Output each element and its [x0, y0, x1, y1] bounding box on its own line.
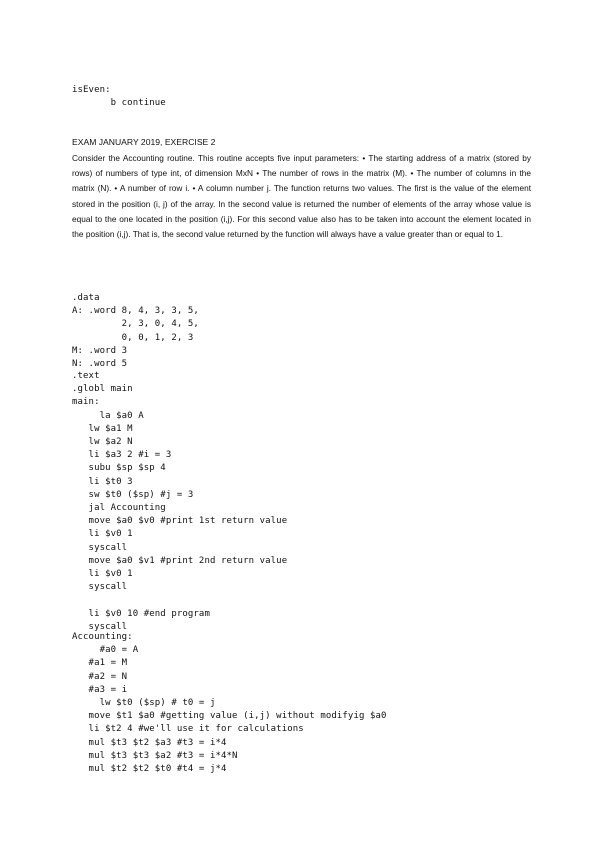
code-line: mul $t3 $t2 $a3 #t3 = i*4	[72, 737, 227, 748]
code-line: .globl main	[72, 384, 133, 395]
code-block-iseven	[72, 84, 166, 110]
code-line: li $v0 10 #end program	[72, 608, 210, 619]
code-line: #a3 = i	[72, 684, 128, 695]
code-line: Accounting:	[72, 632, 133, 642]
code-line: 2, 3, 0, 4, 5,	[72, 319, 199, 330]
code-line: mul $t3 $t3 $a2 #t3 = i*4*N	[72, 750, 238, 761]
code-line: #a2 = N	[72, 671, 128, 682]
code-line: li $a3 2 #i = 3	[72, 450, 172, 461]
code-line: isEven:	[72, 85, 111, 95]
code-line: mul $t2 $t2 $t0 #t4 = j*4	[72, 764, 227, 775]
code-line: 0, 0, 1, 2, 3	[72, 332, 194, 343]
code-line: move $a0 $v0 #print 1st return value	[72, 516, 288, 527]
code-line	[72, 594, 287, 607]
code-line: M: .word 3	[72, 345, 128, 356]
code-line: #a0 = A	[72, 645, 139, 656]
code-line: lw $a1 M	[72, 423, 133, 434]
code-line: li $v0 1	[72, 569, 133, 580]
code-line: lw $a2 N	[72, 437, 133, 448]
code-line: li $t2 4 #we'll use it for calculations	[72, 724, 304, 735]
code-line: jal Accounting	[72, 503, 166, 514]
code-line: lw $t0 ($sp) # t0 = j	[72, 698, 216, 709]
code-line: move $t1 $a0 #getting value (i,j) without modifyig $a0	[72, 711, 387, 722]
code-line: .text	[72, 371, 100, 381]
code-line: main:	[72, 397, 100, 408]
exam-heading: EXAM JANUARY 2019, EXERCISE 2	[72, 137, 216, 147]
code-block-accounting	[72, 631, 387, 776]
exam-description: Consider the Accounting routine. This routine accepts five input parameters: • The starting address of a matrix (stored by rows) of numbers of type int, of dimension MxN • The number of rows in the matrix (M). • The number of columns in the matrix (N). • A number of row i. • A column number j. The function returns two values. The first is the value of the element stored in the position (i, j) of the array. In the second value is returned the number of elements of the array whose value is equal to the one located in the position (i,j). For this second value also has to be taken into account the element located in the position (i,j). That is, the second value returned by the function will always have a value greater than or equal to 1.	[72, 153, 531, 240]
code-line: syscall	[72, 542, 128, 553]
code-line: A: .word 8, 4, 3, 3, 5,	[72, 306, 199, 317]
code-line: li $t0 3	[72, 476, 133, 487]
code-line: syscall	[72, 582, 128, 593]
code-line: sw $t0 ($sp) #j = 3	[72, 489, 194, 500]
code-line: subu $sp $sp 4	[72, 463, 166, 474]
code-line: b continue	[72, 98, 166, 109]
code-line: li $v0 1	[72, 529, 133, 540]
code-line: la $a0 A	[72, 410, 144, 421]
code-line: N: .word 5	[72, 359, 128, 370]
code-line: .data	[72, 293, 100, 303]
code-line: move $a0 $v1 #print 2nd return value	[72, 555, 288, 566]
code-line: #a1 = M	[72, 658, 128, 669]
code-line: syscall	[72, 621, 128, 632]
code-block-data	[72, 292, 199, 371]
code-block-text	[72, 370, 287, 634]
